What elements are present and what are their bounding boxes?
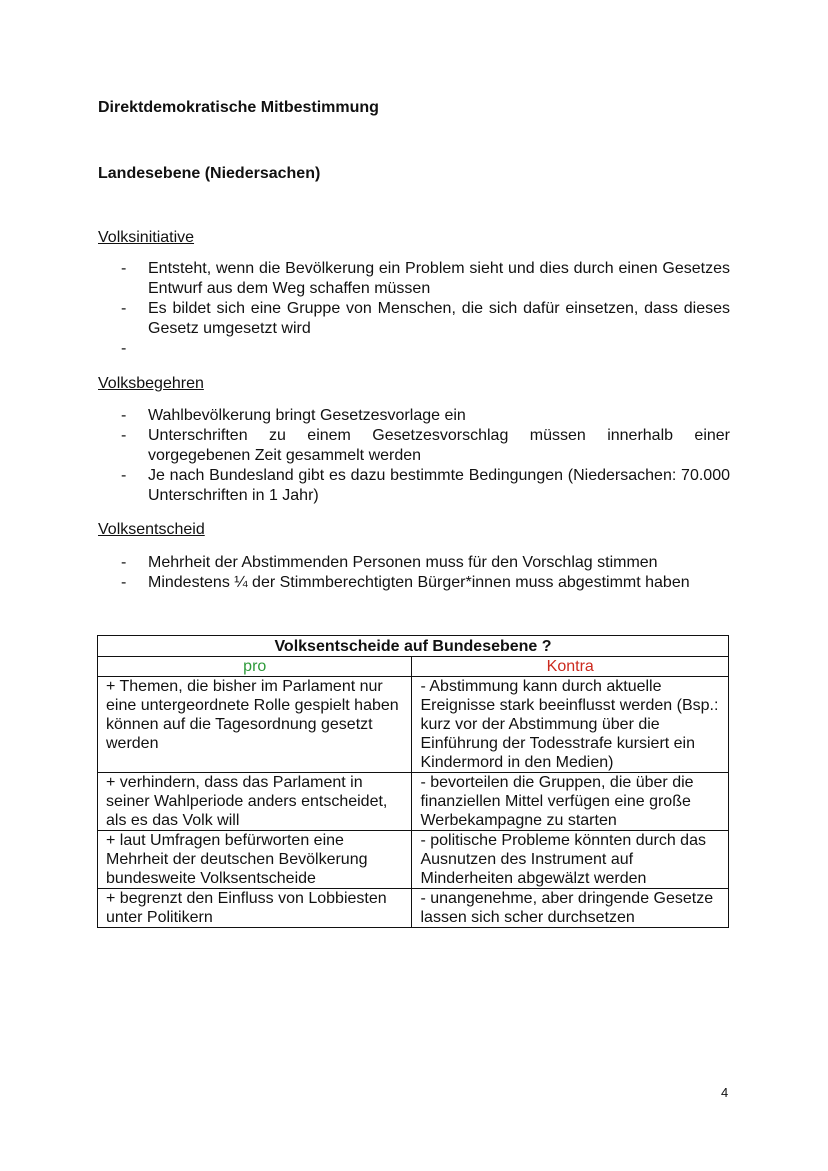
table-row: [98, 773, 729, 831]
section-heading-volksinitiative: Volksinitiative: [98, 229, 195, 246]
list-item: [98, 426, 730, 466]
kontra-cell: - politische Probleme könnten durch das Ausnutzen des Instrument auf Minderheiten abgewälzt werden: [412, 831, 729, 889]
list-item: [98, 259, 730, 299]
list-item-text: Wahlbevölkerung bringt Gesetzesvorlage ein: [148, 407, 466, 424]
kontra-cell: - Abstimmung kann durch aktuelle Ereignisse stark beeinflusst werden (Bsp.: kurz vor der Abstimmung über die Einführung der Todesstrafe kursiert ein Kindermord in den Medien): [412, 677, 729, 773]
list-item-text: Je nach Bundesland gibt es dazu bestimmte Bedingungen (Niedersachen: 70.000 Unterschriften in 1 Jahr): [148, 467, 730, 504]
pro-cell: + Themen, die bisher im Parlament nur eine untergeordnete Rolle gespielt haben können auf die Tagesordnung gesetzt werden: [98, 677, 412, 773]
section-heading-volksbegehren: Volksbegehren: [98, 375, 204, 392]
document-subtitle: Landesebene (Niedersachen): [98, 165, 321, 182]
pro-cell: + laut Umfragen befürworten eine Mehrheit der deutschen Bevölkerung bundesweite Volksentscheide: [98, 831, 412, 889]
column-header-kontra: Kontra: [412, 657, 729, 677]
list-item-text: Mehrheit der Abstimmenden Personen muss für den Vorschlag stimmen: [148, 554, 658, 571]
list-item-text: Mindestens ¼ der Stimmberechtigten Bürger*innen muss abgestimmt haben: [148, 574, 690, 591]
list-item-text-empty: [148, 339, 730, 359]
table-header-row: [98, 657, 729, 677]
list-item: [98, 299, 730, 339]
list-item: [98, 466, 730, 506]
list-volksentscheid: [98, 553, 730, 593]
kontra-cell: - unangenehme, aber dringende Gesetze lassen sich scher durchsetzen: [412, 889, 729, 928]
list-item: [98, 406, 730, 426]
table-row: [98, 677, 729, 773]
list-item: [98, 339, 730, 359]
table-row: [98, 831, 729, 889]
document-title: Direktdemokratische Mitbestimmung: [98, 99, 379, 116]
list-item-text: Es bildet sich eine Gruppe von Menschen, die sich dafür einsetzen, dass dieses Gesetz umgesetzt wird: [148, 300, 730, 337]
list-volksinitiative: [98, 259, 730, 359]
page-number: 4: [721, 1085, 729, 1100]
column-header-pro: pro: [98, 657, 412, 677]
pro-cell: + verhindern, dass das Parlament in seiner Wahlperiode anders entscheidet, als es das Volk will: [98, 773, 412, 831]
list-item-text: Unterschriften zu einem Gesetzesvorschlag müssen innerhalb einer vorgegebenen Zeit gesammelt werden: [148, 427, 730, 464]
bullet-dash: -: [121, 340, 127, 357]
bullet-dash: -: [121, 427, 127, 444]
list-volksbegehren: [98, 406, 730, 506]
table-title: Volksentscheide auf Bundesebene ?: [98, 636, 729, 657]
pro-kontra-table: [97, 635, 729, 928]
table-row: [98, 889, 729, 928]
bullet-dash: -: [121, 300, 127, 317]
list-item: [98, 573, 730, 593]
table-title-row: [98, 636, 729, 657]
list-item-text: Entsteht, wenn die Bevölkerung ein Problem sieht und dies durch einen Gesetzes Entwurf aus dem Weg schaffen müssen: [148, 260, 730, 297]
bullet-dash: -: [121, 574, 127, 591]
bullet-dash: -: [121, 467, 127, 484]
bullet-dash: -: [121, 407, 127, 424]
pro-cell: + begrenzt den Einfluss von Lobbiesten unter Politikern: [98, 889, 412, 928]
bullet-dash: -: [121, 260, 127, 277]
list-item: [98, 553, 730, 573]
kontra-cell: - bevorteilen die Gruppen, die über die finanziellen Mittel verfügen eine große Werbekampagne zu starten: [412, 773, 729, 831]
bullet-dash: -: [121, 554, 127, 571]
section-heading-volksentscheid: Volksentscheid: [98, 521, 205, 538]
